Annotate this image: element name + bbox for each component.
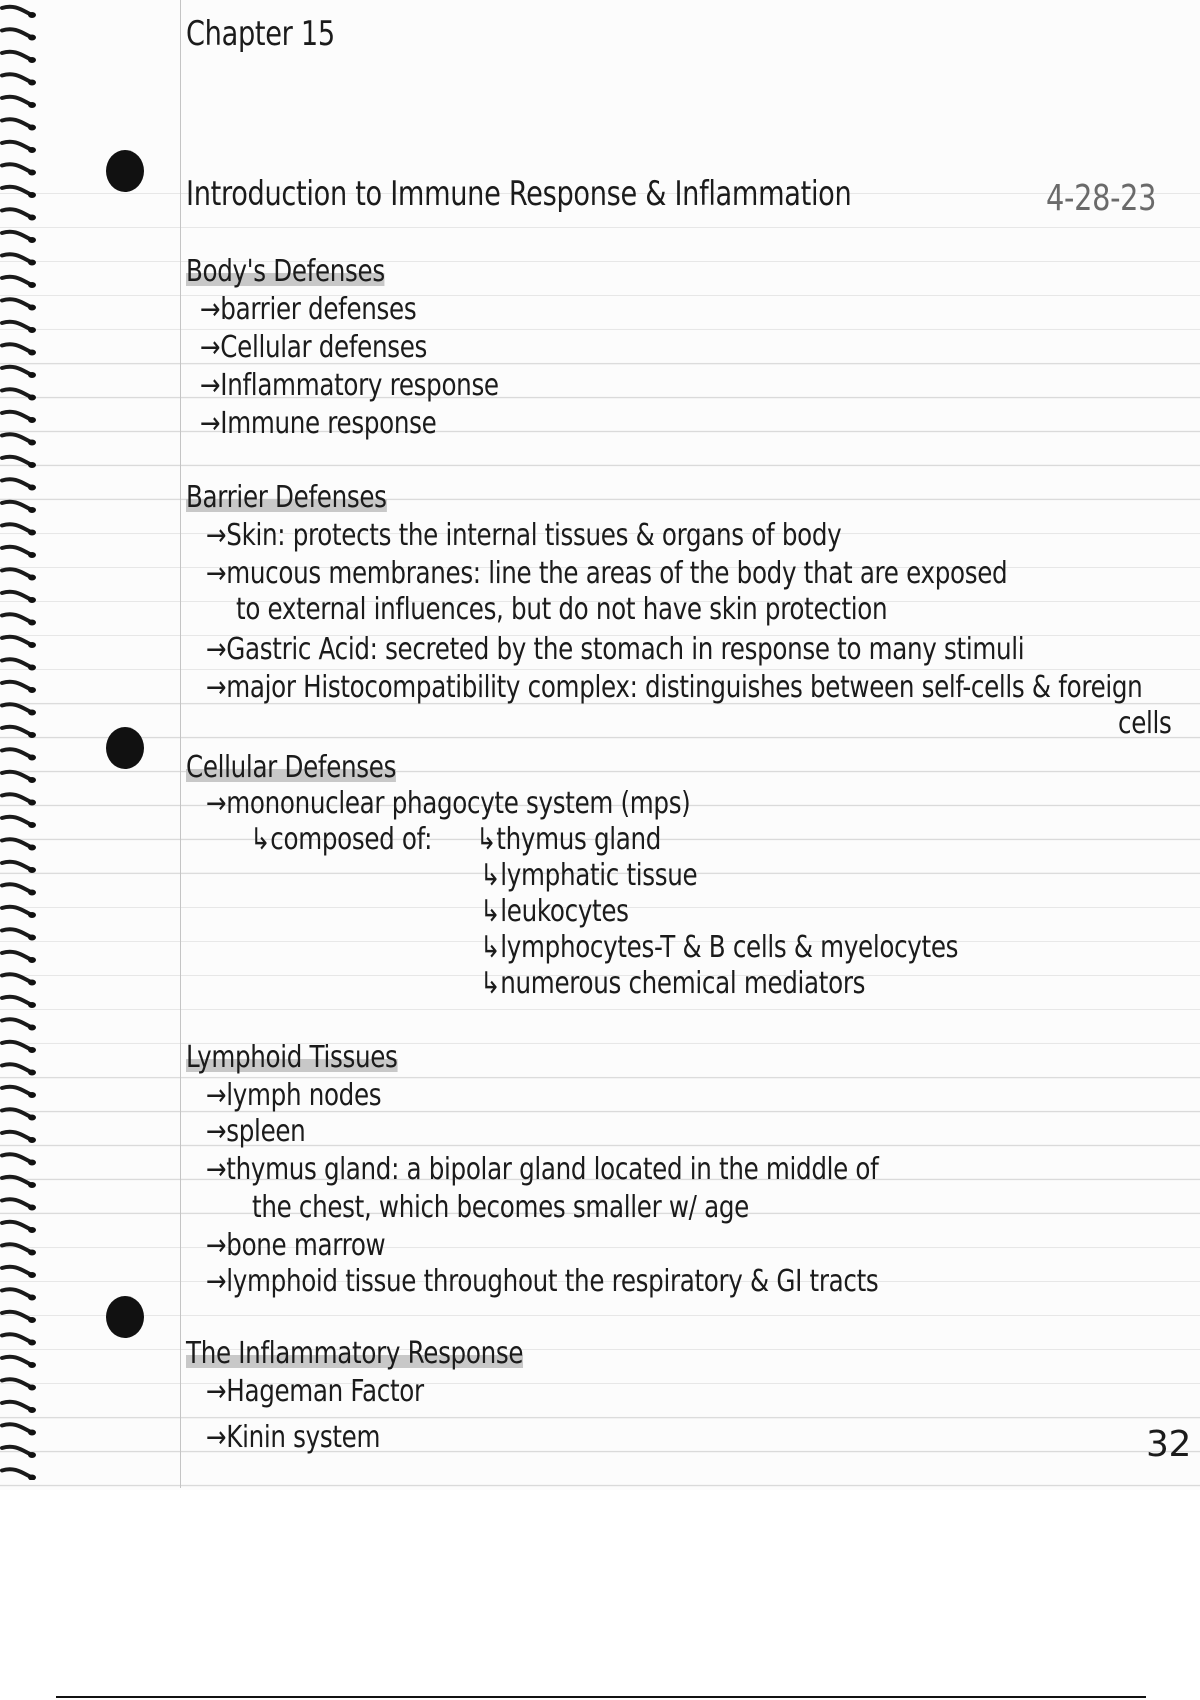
spiral-coil-end (28, 440, 36, 446)
spiral-coil-end (28, 305, 36, 311)
spiral-coil (2, 1132, 30, 1139)
spiral-coil (2, 322, 30, 329)
spiral-coil-end (28, 867, 36, 873)
spiral-coil-end (28, 192, 36, 198)
spiral-coil-end (28, 372, 36, 378)
spiral-coil (2, 817, 30, 824)
spiral-coil-end (28, 1407, 36, 1413)
bottom-rule (56, 1696, 1146, 1698)
spiral-coil-end (28, 1137, 36, 1143)
list-item: →Cellular defenses (200, 330, 428, 365)
spiral-coil (2, 1267, 30, 1274)
spiral-coil-end (28, 1025, 36, 1031)
spiral-coil (2, 569, 30, 576)
spiral-coil (2, 659, 30, 666)
spiral-coil-end (28, 1340, 36, 1346)
spiral-coil (2, 412, 30, 419)
spiral-coil-end (28, 282, 36, 288)
spiral-coil-end (28, 800, 36, 806)
list-item: →lymphoid tissue throughout the respiratory & GI tracts (206, 1264, 879, 1299)
spiral-coil (2, 592, 30, 599)
spiral-coil-end (28, 597, 36, 603)
spiral-coil (2, 772, 30, 779)
spiral-coil (2, 1244, 30, 1251)
spiral-coil-end (28, 912, 36, 918)
punch-hole (106, 727, 144, 769)
spiral-coil (2, 187, 30, 194)
list-item: ↳lymphatic tissue (480, 858, 698, 893)
spiral-coil (2, 929, 30, 936)
spiral-coil-end (28, 642, 36, 648)
section-heading-body-defenses: Body's Defenses (186, 254, 385, 289)
spiral-coil (2, 1289, 30, 1296)
spiral-coil-end (28, 1452, 36, 1458)
spiral-coil-end (28, 102, 36, 108)
spiral-coil-end (28, 80, 36, 86)
list-item: →bone marrow (206, 1228, 386, 1263)
spiral-coil-end (28, 822, 36, 828)
spiral-coil (2, 1379, 30, 1386)
spiral-coil (2, 862, 30, 869)
list-item: ↳leukocytes (480, 894, 629, 929)
spiral-coil (2, 502, 30, 509)
spiral-coil-end (28, 417, 36, 423)
spiral-coil-end (28, 350, 36, 356)
section-heading-cellular-defenses: Cellular Defenses (186, 750, 397, 785)
spiral-coil (2, 119, 30, 126)
spiral-coil-end (28, 1205, 36, 1211)
list-item: →Gastric Acid: secreted by the stomach in response to many stimuli (206, 632, 1025, 667)
spiral-coil (2, 749, 30, 756)
spiral-coil-end (28, 485, 36, 491)
spiral-coil (2, 794, 30, 801)
spiral-coil-end (28, 665, 36, 671)
list-item: cells (1118, 706, 1172, 741)
spiral-coil (2, 164, 30, 171)
spiral-coil (2, 434, 30, 441)
page-title: Introduction to Immune Response & Inflammation (186, 174, 852, 214)
list-item: →Kinin system (206, 1420, 381, 1455)
spiral-coil-end (28, 1115, 36, 1121)
spiral-coil-end (28, 1317, 36, 1323)
spiral-coil-end (28, 1430, 36, 1436)
spiral-coil (2, 277, 30, 284)
spiral-coil (2, 29, 30, 36)
spiral-coil-end (28, 57, 36, 63)
spiral-coil-end (28, 575, 36, 581)
spiral-binding (0, 0, 40, 1480)
spiral-coil (2, 997, 30, 1004)
list-item: →Immune response (200, 406, 437, 441)
spiral-coil (2, 952, 30, 959)
spiral-coil-end (28, 1182, 36, 1188)
spiral-coil (2, 1177, 30, 1184)
punch-hole (106, 1296, 144, 1338)
list-item: →mucous membranes: line the areas of the body that are exposed (206, 556, 1008, 591)
spiral-coil (2, 367, 30, 374)
spiral-coil-end (28, 1160, 36, 1166)
spiral-coil (2, 389, 30, 396)
spiral-coil-end (28, 260, 36, 266)
spiral-coil-end (28, 35, 36, 41)
margin-line (180, 0, 181, 1488)
spiral-coil-end (28, 1295, 36, 1301)
spiral-coil (2, 232, 30, 239)
list-item: →mononuclear phagocyte system (mps) (206, 786, 691, 821)
spiral-coil-end (28, 530, 36, 536)
spiral-coil (2, 884, 30, 891)
list-item: ↳numerous chemical mediators (480, 966, 866, 1001)
spiral-coil-end (28, 395, 36, 401)
spiral-coil-end (28, 755, 36, 761)
spiral-coil (2, 1109, 30, 1116)
spiral-coil (2, 1042, 30, 1049)
spiral-coil-end (28, 507, 36, 513)
spiral-coil (2, 254, 30, 261)
list-item: →barrier defenses (200, 292, 417, 327)
spiral-coil-end (28, 462, 36, 468)
spiral-coil (2, 524, 30, 531)
spiral-coil-end (28, 845, 36, 851)
spiral-coil (2, 74, 30, 81)
spiral-coil (2, 1402, 30, 1409)
spiral-coil (2, 344, 30, 351)
spiral-coil (2, 614, 30, 621)
spiral-coil (2, 52, 30, 59)
spiral-coil-end (28, 12, 36, 18)
spiral-coil-end (28, 710, 36, 716)
spiral-coil (2, 457, 30, 464)
spiral-coil (2, 1312, 30, 1319)
list-item: →Hageman Factor (206, 1374, 424, 1409)
spiral-coil (2, 1199, 30, 1206)
spiral-coil (2, 7, 30, 14)
spiral-coil (2, 1447, 30, 1454)
spiral-coil-end (28, 980, 36, 986)
list-item: →lymph nodes (206, 1078, 382, 1113)
list-item: the chest, which becomes smaller w/ age (252, 1190, 749, 1225)
spiral-coil (2, 974, 30, 981)
spiral-coil-end (28, 170, 36, 176)
spiral-coil-end (28, 1272, 36, 1278)
spiral-coil (2, 1357, 30, 1364)
section-heading-inflammatory-response: The Inflammatory Response (186, 1336, 524, 1371)
spiral-coil-end (28, 1047, 36, 1053)
spiral-coil-end (28, 1227, 36, 1233)
spiral-coil-end (28, 1002, 36, 1008)
spiral-coil-end (28, 1362, 36, 1368)
section-heading-barrier-defenses: Barrier Defenses (186, 480, 387, 515)
spiral-coil (2, 1019, 30, 1026)
spiral-coil-end (28, 1250, 36, 1256)
spiral-coil-end (28, 1092, 36, 1098)
spiral-coil (2, 142, 30, 149)
spiral-coil-end (28, 687, 36, 693)
spiral-coil-end (28, 957, 36, 963)
spiral-coil (2, 1154, 30, 1161)
spiral-coil-end (28, 552, 36, 558)
list-item: →thymus gland: a bipolar gland located in the middle of (206, 1152, 879, 1187)
spiral-coil-end (28, 732, 36, 738)
page-number: 32 (1146, 1424, 1192, 1465)
spiral-coil (2, 299, 30, 306)
punch-hole (106, 150, 144, 192)
spiral-coil-end (28, 777, 36, 783)
date: 4-28-23 (1046, 178, 1157, 219)
spiral-coil-end (28, 1070, 36, 1076)
spiral-coil (2, 479, 30, 486)
spiral-coil-end (28, 125, 36, 131)
list-item: →Inflammatory response (200, 368, 499, 403)
spiral-coil-end (28, 935, 36, 941)
spiral-coil-end (28, 327, 36, 333)
list-item: ↳composed of: (250, 822, 433, 857)
spiral-coil (2, 682, 30, 689)
spiral-coil (2, 839, 30, 846)
spiral-coil (2, 97, 30, 104)
spiral-coil-end (28, 1385, 36, 1391)
list-item: ↳thymus gland (476, 822, 662, 857)
list-item: to external influences, but do not have skin protection (236, 592, 888, 627)
spiral-coil (2, 637, 30, 644)
chapter-title: Chapter 15 (186, 14, 335, 54)
spiral-coil (2, 547, 30, 554)
spiral-coil (2, 1064, 30, 1071)
spiral-coil (2, 1087, 30, 1094)
list-item: →major Histocompatibility complex: distinguishes between self-cells & foreign (206, 670, 1143, 705)
spiral-coil-end (28, 215, 36, 221)
spiral-coil (2, 1334, 30, 1341)
spiral-coil-end (28, 237, 36, 243)
spiral-coil-end (28, 890, 36, 896)
spiral-coil (2, 1222, 30, 1229)
spiral-coil-end (28, 620, 36, 626)
spiral-coil (2, 727, 30, 734)
spiral-coil (2, 1469, 30, 1476)
list-item: →spleen (206, 1114, 306, 1149)
spiral-coil (2, 209, 30, 216)
section-heading-lymphoid-tissues: Lymphoid Tissues (186, 1040, 398, 1075)
spiral-coil (2, 1424, 30, 1431)
list-item: ↳lymphocytes-T & B cells & myelocytes (480, 930, 959, 965)
spiral-coil (2, 704, 30, 711)
list-item: →Skin: protects the internal tissues & organs of body (206, 518, 842, 553)
spiral-coil (2, 907, 30, 914)
spiral-coil-end (28, 147, 36, 153)
